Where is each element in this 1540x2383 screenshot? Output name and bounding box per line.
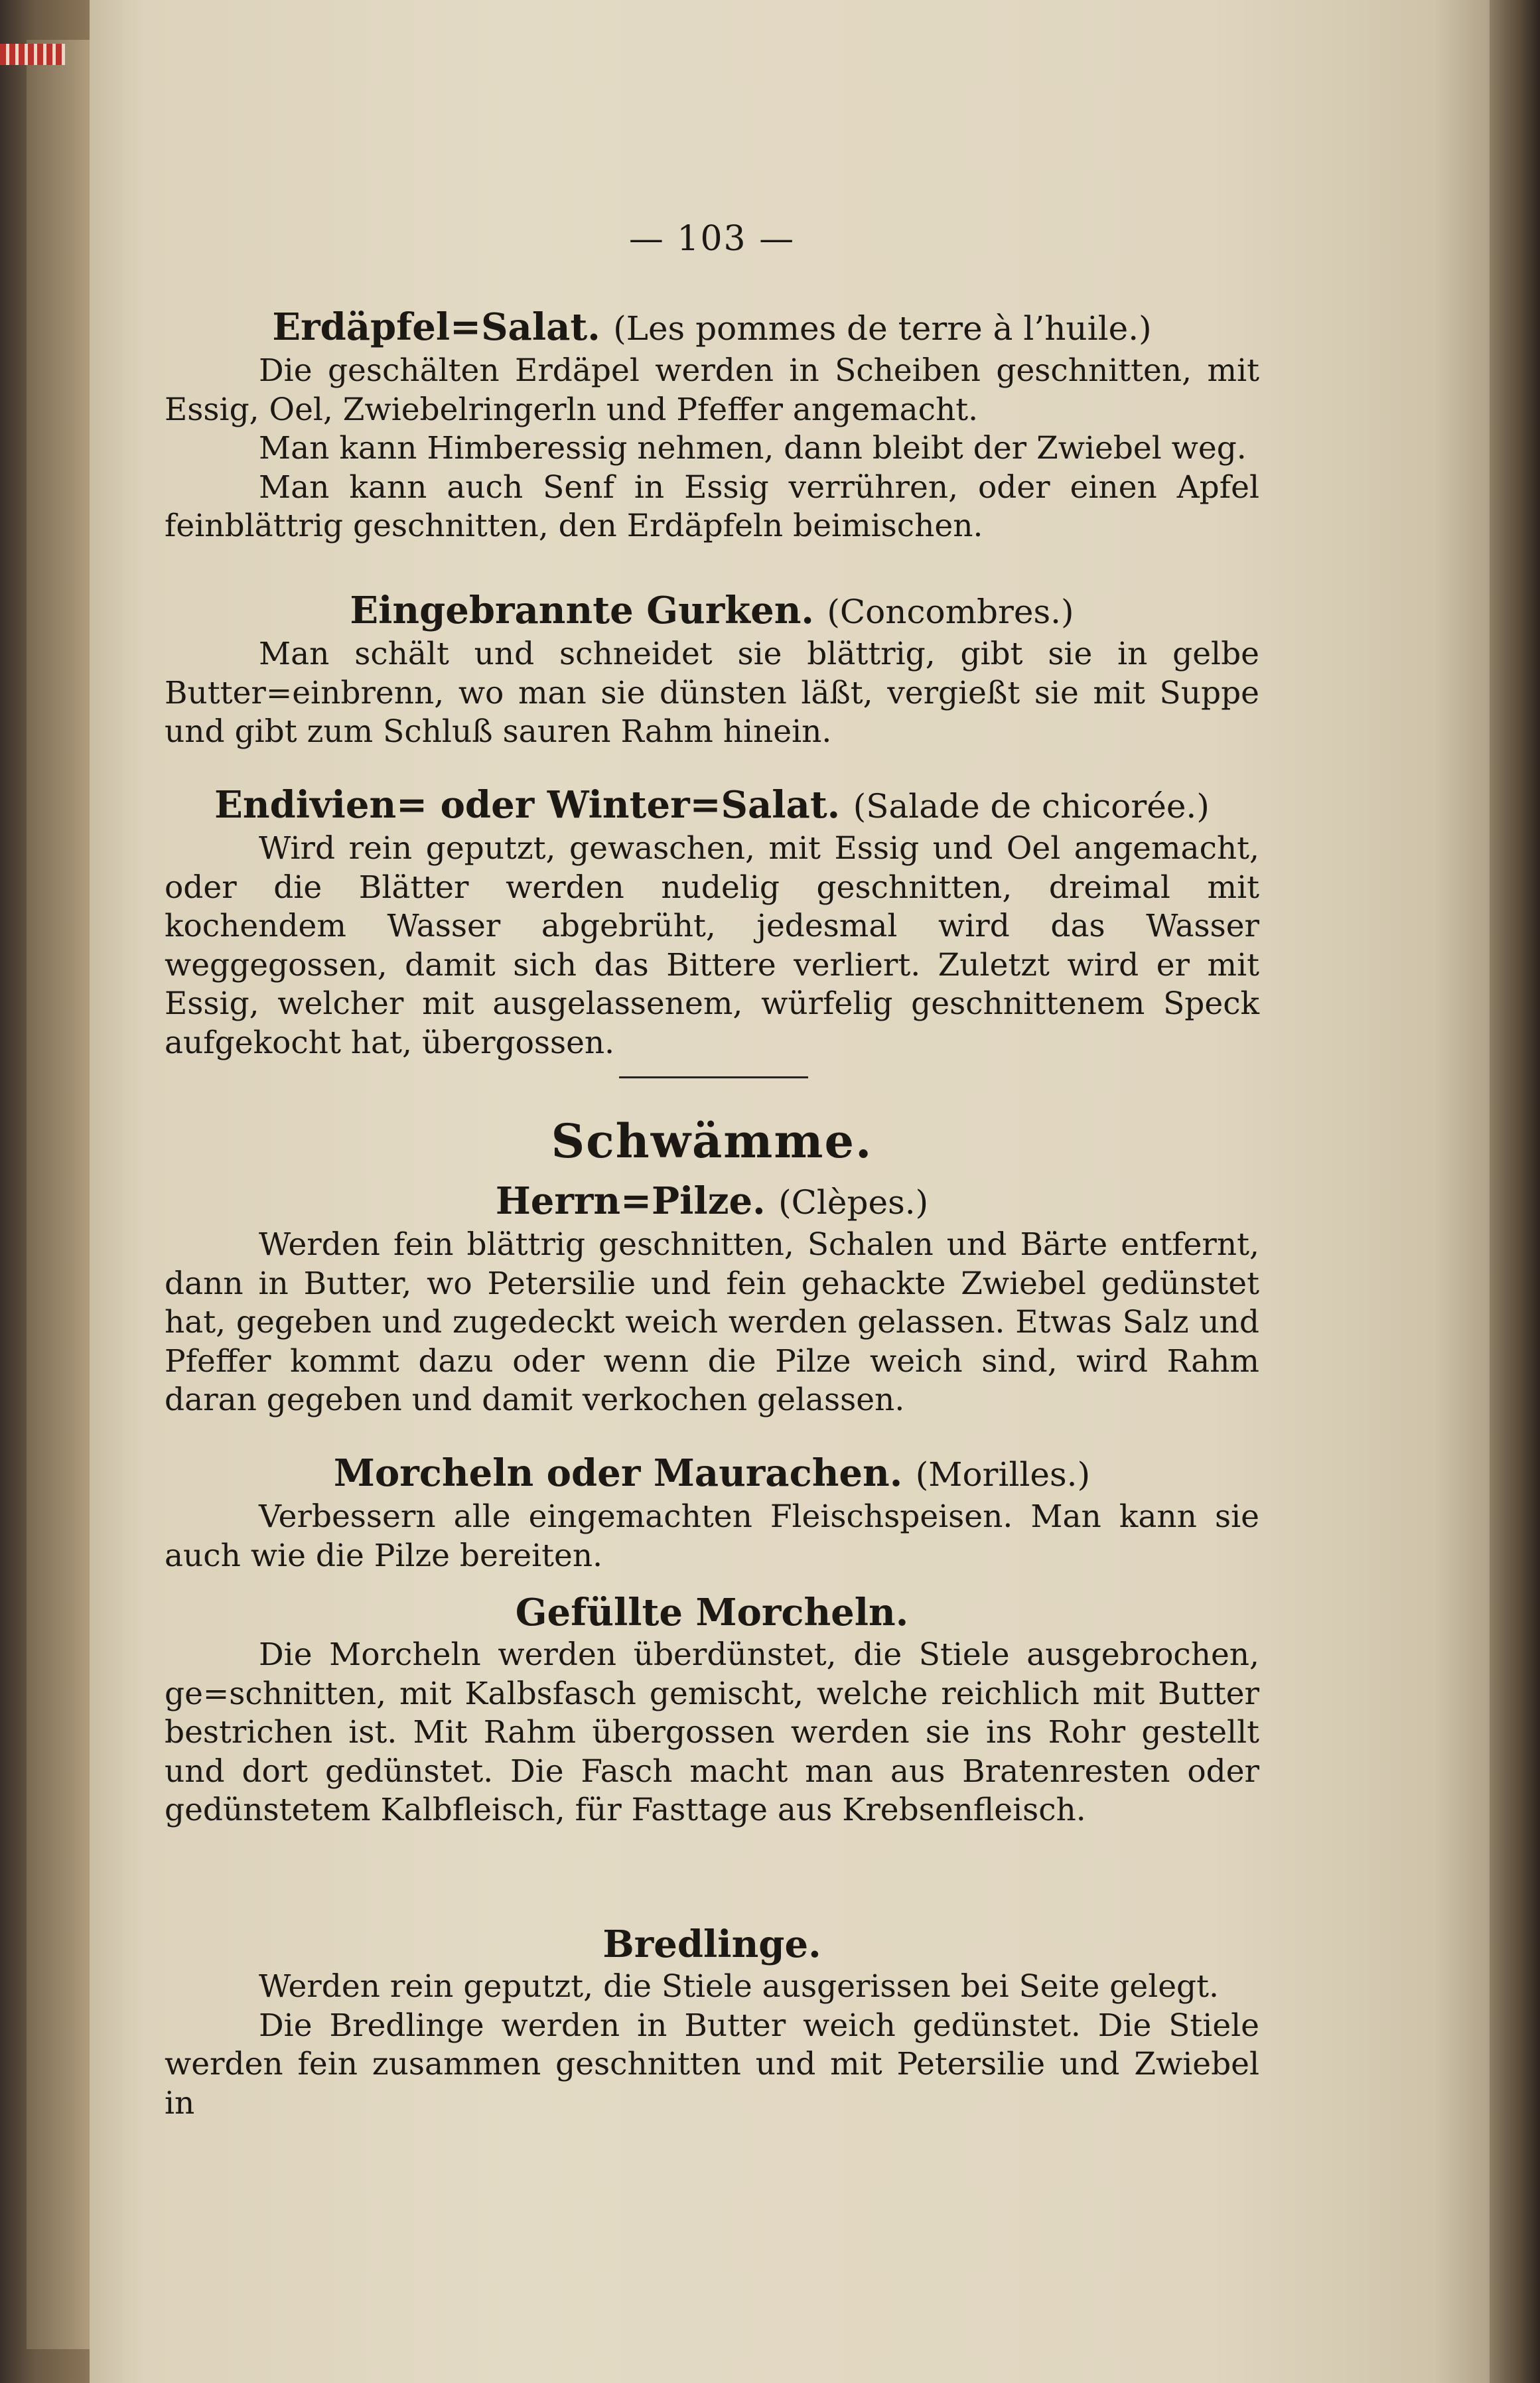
recipe-paragraph: Verbessern alle eingemachten Fleischspeisen. Man kann sie auch wie die Pilze bereiten. [165,1498,1259,1574]
recipe-heading [165,1921,1259,1968]
recipe-title: Endivien= oder Winter=Salat. [214,783,841,827]
recipe-paragraph: Werden rein geputzt, die Stiele ausgerissen bei Seite gelegt. [259,1968,1219,2005]
recipe-french-title: (Salade de chicorée.) [853,787,1210,826]
recipe-heading [165,1178,1259,1226]
recipe-paragraph: Man kann Himberessig nehmen, dann bleibt der Zwiebel weg. [259,430,1247,467]
ribbon-marker [0,44,65,65]
recipe-paragraph: Wird rein geputzt, gewaschen, mit Essig und Oel angemacht, oder die Blätter werden nudelig geschnitten, dreimal mit kochendem Wasser abgebrüht, jedesmal wird das Wasser weggegossen, damit sich das Bittere verliert. Zuletzt wird er mit Essig, welcher mit ausgelassenem, würfelig geschnittenem Speck aufgekocht hat, übergossen. [165,830,1259,1061]
recipe-gefuellte-morcheln [165,1589,1259,1830]
recipe-french-title: (Clèpes.) [778,1183,929,1222]
recipe-paragraph: Die geschälten Erdäpel werden in Scheiben geschnitten, mit Essig, Oel, Zwiebelringerln und Pfeffer angemacht. [165,352,1259,428]
recipe-paragraph: Man schält und schneidet sie blättrig, gibt sie in gelbe Butter=einbrenn, wo man sie dünsten läßt, vergießt sie mit Suppe und gibt zum Schluß sauren Rahm hinein. [165,636,1259,750]
chapter-heading-block [165,1115,1259,1168]
recipe-title: Eingebrannte Gurken. [350,589,814,632]
recipe-title: Morcheln oder Maurachen. [333,1451,903,1495]
recipe-heading [165,1589,1259,1636]
recipe-french-title: (Concombres.) [827,593,1074,631]
recipe-title: Gefüllte Morcheln. [515,1591,909,1634]
recipe-herrn-pilze [165,1178,1259,1420]
recipe-title: Erdäpfel=Salat. [272,305,600,349]
recipe-title: Herrn=Pilze. [495,1179,766,1223]
recipe-heading [165,1450,1259,1498]
chapter-title: Schwämme. [551,1114,873,1169]
right-page-edge [1490,0,1540,2383]
page-number: — 103 — [628,219,796,259]
recipe-morcheln [165,1450,1259,1575]
chapter-content [165,0,1259,2383]
recipe-paragraph: Werden fein blättrig geschnitten, Schalen und Bärte entfernt, dann in Butter, wo Petersilie und fein gehackte Zwiebel gedünstet hat, gegeben und zugedeckt weich werden gelassen. Etwas Salz und Pfeffer kommt dazu oder wenn die Pilze weich sind, wird Rahm daran gegeben und damit verkochen gelassen. [165,1226,1259,1418]
recipe-french-title: (Morilles.) [915,1455,1091,1494]
recipe-bredlinge [165,1921,1259,2123]
recipe-french-title: (Les pommes de terre à l’huile.) [613,309,1152,348]
left-page-sliver [27,40,100,2349]
recipe-paragraph: Man kann auch Senf in Essig verrühren, oder einen Apfel feinblättrig geschnitten, den Erdäpfeln beimischen. [165,469,1259,544]
recipe-paragraph: Die Bredlinge werden in Butter weich gedünstet. Die Stiele werden fein zusammen geschnitten und mit Petersilie und Zwiebel in [165,2007,1259,2122]
recipe-title: Bredlinge. [602,1922,821,1966]
recipe-paragraph: Die Morcheln werden überdünstet, die Stiele ausgebrochen, ge=schnitten, mit Kalbsfasch gemischt, welche reichlich mit Butter bestrichen ist. Mit Rahm übergossen werden sie ins Rohr gestellt und dort gedünstet. Die Fasch macht man aus Bratenresten oder gedünstetem Kalbfleisch, für Fasttage aus Krebsenfleisch. [165,1636,1259,1828]
